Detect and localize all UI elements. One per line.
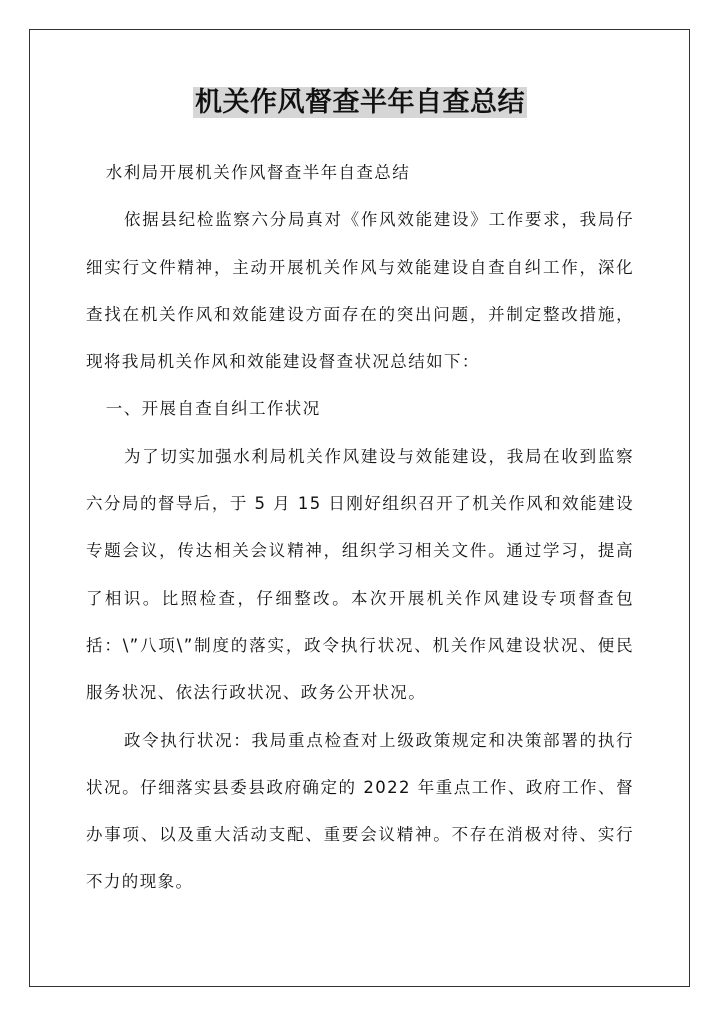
body-paragraph: 为了切实加强水利局机关作风建设与效能建设，我局在收到监察六分局的督导后，于 5 月 15 日刚好组织召开了机关作风和效能建设专题会议，传达相关会议精神，组织学习相关文件。通过学习，提高了相识。比照检查，仔细整改。本次开展机关作风建设专项督查包括：\”八项\”制度的落实，政令执行状况、机关作风建设状况、便民服务状况、依法行政状况、政务公开状况。: [86, 446, 634, 703]
document-title: [0, 84, 720, 122]
intro-paragraph: 依据县纪检监察六分局真对《作风效能建设》工作要求，我局仔细实行文件精神，主动开展机关作风与效能建设自查自纠工作，深化查找在机关作风和效能建设方面存在的突出问题，并制定整改措施，现将我局机关作风和效能建设督查状况总结如下：: [86, 210, 634, 372]
body-paragraph: 政令执行状况：我局重点检查对上级政策规定和决策部署的执行状况。仔细落实县委县政府确定的 2022 年重点工作、政府工作、督办事项、以及重大活动支配、重要会议精神。不存在消极对待、实行不力的现象。: [86, 730, 634, 892]
document-title-text: 机关作风督查半年自查总结: [195, 87, 525, 118]
subtitle-paragraph: 水利局开展机关作风督查半年自查总结: [105, 163, 411, 182]
document-body: [86, 149, 634, 906]
section-heading: 一、开展自查自纠工作状况: [105, 399, 321, 419]
